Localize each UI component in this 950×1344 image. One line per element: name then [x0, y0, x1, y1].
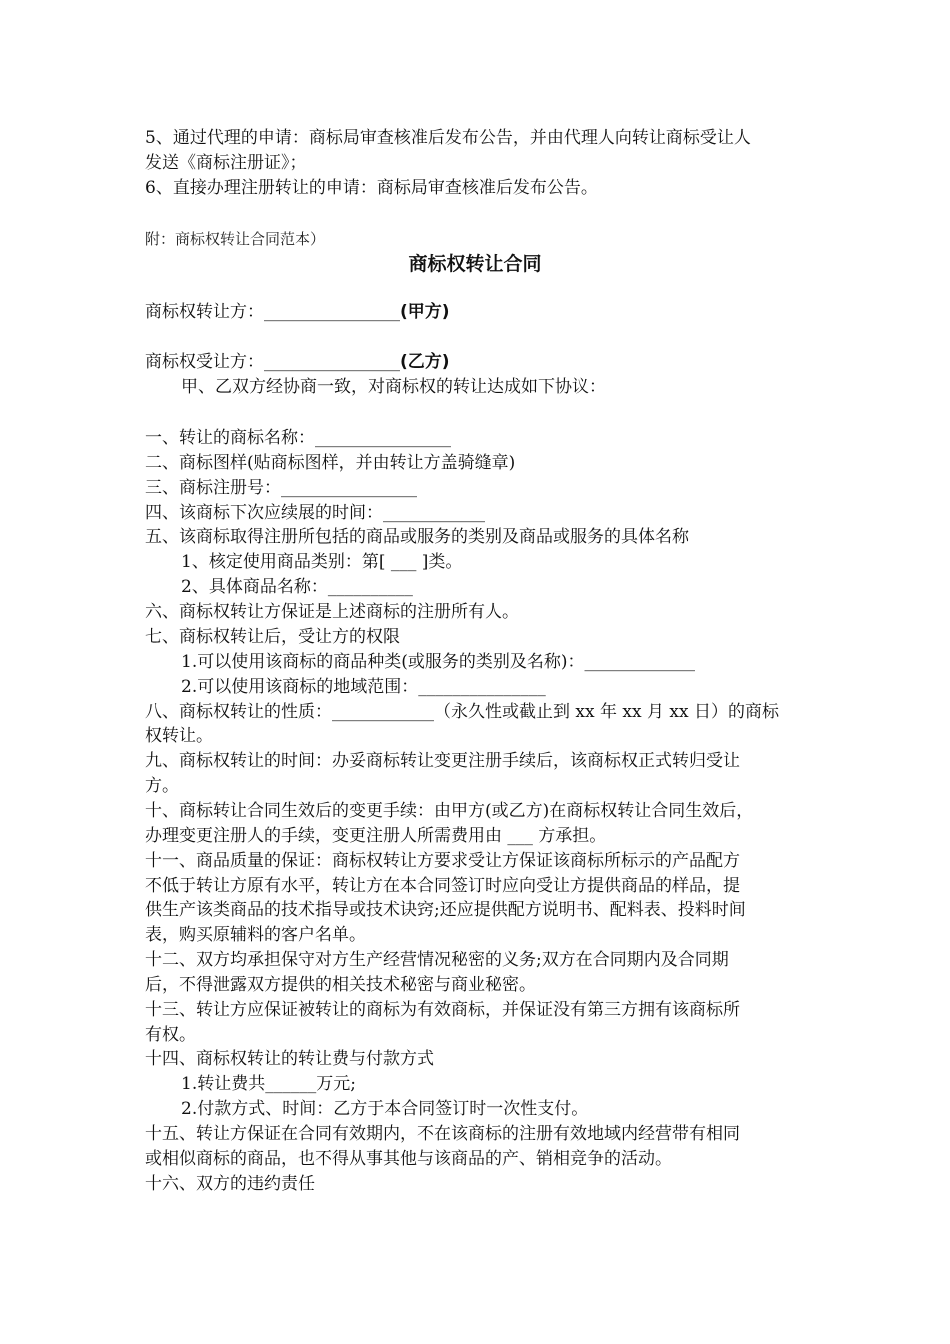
clause-16: 十六、双方的违约责任 [145, 1174, 315, 1194]
clause-10-line-2: 办理变更注册人的手续，变更注册人所需费用由 ___ 方承担。 [145, 826, 607, 846]
clause-14-item-2: 2.付款方式、时间：乙方于本合同签订时一次性支付。 [181, 1099, 589, 1119]
clause-14-item-1: 1.转让费共______万元; [181, 1074, 356, 1094]
clause-9-line-1: 九、商标权转让的时间：办妥商标转让变更注册手续后，该商标权正式转归受让 [145, 751, 740, 771]
clause-12-line-2: 后，不得泄露双方提供的相关技术秘密与商业秘密。 [145, 975, 536, 995]
appendix-note: 附：商标权转让合同范本） [145, 230, 326, 248]
paragraph-5-line-2: 发送《商标注册证》； [145, 153, 307, 173]
party-b-tag: (乙方) [400, 352, 450, 372]
clause-13-line-2: 有权。 [145, 1025, 196, 1045]
contract-title: 商标权转让合同 [408, 253, 542, 275]
paragraph-6: 6、直接办理注册转让的申请：商标局审查核准后发布公告。 [145, 178, 598, 198]
intro-paragraph: 甲、乙双方经协商一致，对商标权的转让达成如下协议： [181, 377, 606, 397]
clause-2: 二、商标图样(贴商标图样，并由转让方盖骑缝章) [145, 453, 516, 473]
clause-11-line-1: 十一、商品质量的保证：商标权转让方要求受让方保证该商标所标示的产品配方 [145, 851, 740, 871]
party-a-line [145, 300, 815, 324]
paragraph-5-line-1: 5、通过代理的申请：商标局审查核准后发布公告，并由代理人向转让商标受让人 [145, 128, 751, 148]
clause-14: 十四、商标权转让的转让费与付款方式 [145, 1049, 434, 1069]
clause-13-line-1: 十三、转让方应保证被转让的商标为有效商标，并保证没有第三方拥有该商标所 [145, 1000, 740, 1020]
clause-7-item-1: 1.可以使用该商标的商品种类(或服务的类别及名称)：_____________ [181, 652, 695, 672]
clause-3: 三、商标注册号：________________ [145, 478, 417, 498]
clause-12-line-1: 十二、双方均承担保守对方生产经营情况秘密的义务;双方在合同期内及合同期 [145, 950, 729, 970]
clause-1: 一、转让的商标名称：________________ [145, 428, 451, 448]
party-b-label: 商标权受让方：________________ [145, 352, 400, 372]
clause-7: 七、商标权转让后，受让方的权限 [145, 627, 400, 647]
clause-8-line-2: 权转让。 [145, 726, 213, 746]
party-a-label: 商标权转让方：________________ [145, 302, 400, 322]
clause-5: 五、该商标取得注册所包括的商品或服务的类别及商品或服务的具体名称 [145, 527, 689, 547]
clause-15-line-1: 十五、转让方保证在合同有效期内，不在该商标的注册有效地域内经营带有相同 [145, 1124, 740, 1144]
clause-9-line-2: 方。 [145, 776, 179, 796]
clause-8-line-1: 八、商标权转让的性质：____________（永久性或截止到 xx 年 xx 月 xx 日）的商标 [145, 702, 779, 722]
clause-11-line-4: 表，购买原辅料的客户名单。 [145, 925, 366, 945]
clause-6: 六、商标权转让方保证是上述商标的注册所有人。 [145, 602, 519, 622]
party-a-tag: (甲方) [400, 302, 450, 322]
clause-5-item-1: 1、核定使用商品类别：第[ ___ ]类。 [181, 552, 463, 572]
clause-10-line-1: 十、商标转让合同生效后的变更手续：由甲方(或乙方)在商标权转让合同生效后， [145, 801, 754, 821]
party-b-line [145, 350, 815, 374]
clause-5-item-2: 2、具体商品名称：__________ [181, 577, 413, 597]
clause-15-line-2: 或相似商标的商品，也不得从事其他与该商品的产、销相竞争的活动。 [145, 1149, 672, 1169]
clause-4: 四、该商标下次应续展的时间：____________ [145, 503, 485, 523]
clause-7-item-2: 2.可以使用该商标的地域范围：_______________ [181, 677, 546, 697]
clause-11-line-3: 供生产该类商品的技术指导或技术诀窍;还应提供配方说明书、配料表、投料时间 [145, 900, 746, 920]
clause-11-line-2: 不低于转让方原有水平，转让方在本合同签订时应向受让方提供商品的样品，提 [145, 876, 740, 896]
